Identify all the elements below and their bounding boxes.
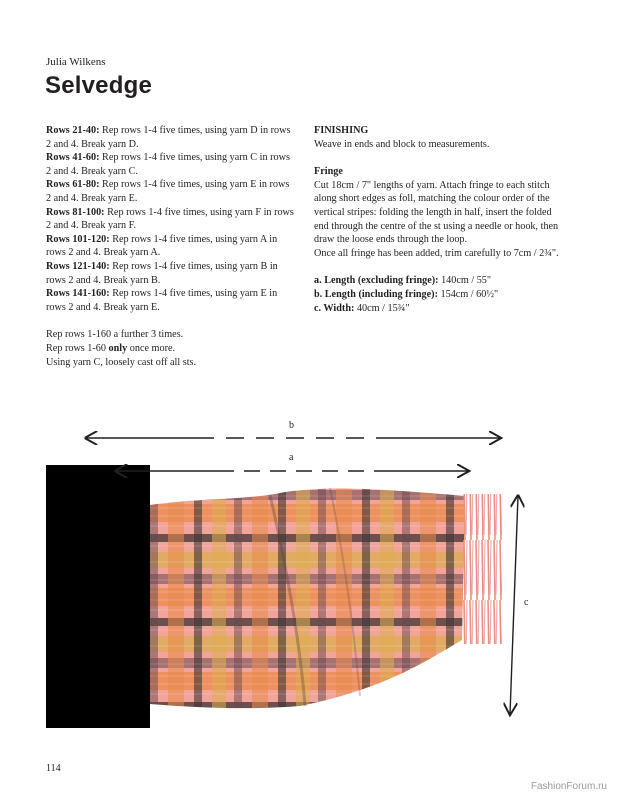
author-name: Julia Wilkens — [46, 56, 106, 68]
finishing-column — [314, 124, 562, 315]
row-text: Rep rows 1-4 five times, using yarn F in rows 2 and 4. Break yarn F. — [46, 206, 294, 232]
measurement-c — [314, 302, 562, 316]
row-instruction — [46, 206, 296, 233]
measurement-value: 154cm / 60½" — [437, 288, 499, 300]
fringe-heading: Fringe — [314, 166, 343, 178]
measurement-a — [314, 274, 562, 288]
scarf-fold — [270, 495, 305, 706]
row-text: Rep rows 1-4 five times, using yarn A in rows 2 and 4. Break yarn A. — [46, 233, 278, 259]
scarf-body — [150, 489, 465, 709]
row-text: Rep rows 1-4 five times, using yarn D in rows 2 and 4. Break yarn D. — [46, 125, 291, 150]
row-instruction — [46, 233, 296, 260]
dimension-b-label: b — [289, 420, 294, 431]
row-text: Rep rows 1-4 five times, using yarn C in rows 2 and 4. Break yarn C. — [46, 152, 290, 177]
scarf-fringe — [462, 494, 502, 644]
once-pre: Rep rows 1-60 — [46, 342, 109, 354]
page-number: 114 — [46, 763, 61, 774]
fringe-text: Cut 18cm / 7" lengths of yarn. Attach fringe to each stitch along short edges as foll, matching the colour order of the vertical stripes: folding the length in half, insert the folded end through the centre of the st using a needle or hook, then draw the loose ends through the loop. — [314, 179, 559, 246]
dimension-c-arrow — [510, 496, 518, 714]
row-instruction — [46, 260, 296, 287]
row-instruction — [46, 287, 296, 314]
row-text: Rep rows 1-4 five times, using yarn E in rows 2 and 4. Break yarn E. — [46, 179, 290, 204]
once-post: once more. — [127, 342, 176, 354]
row-label: Rows 141-160: — [46, 288, 110, 300]
measurement-b — [314, 288, 562, 302]
row-label: Rows 101-120: — [46, 233, 110, 245]
row-text: Rep rows 1-4 five times, using yarn B in rows 2 and 4. Break yarn B. — [46, 260, 278, 286]
watermark: FashionForum.ru — [530, 781, 607, 792]
row-instruction — [46, 124, 296, 151]
row-label: Rows 121-140: — [46, 260, 110, 272]
row-label: Rows 81-100: — [46, 206, 105, 218]
measurement-label: b. Length (including fringe): — [314, 288, 438, 300]
page-title: Selvedge — [45, 72, 152, 99]
cast-off-instruction: Using yarn C, loosely cast off all sts. — [46, 356, 197, 368]
trim-text: Once all fringe has been added, trim carefully to 7cm / 2¾". — [314, 247, 559, 259]
dimension-a-label: a — [289, 452, 294, 463]
row-instruction — [46, 151, 296, 178]
black-backdrop — [46, 465, 150, 728]
scarf-fold — [330, 488, 360, 696]
finishing-text: Weave in ends and block to measurements. — [314, 138, 490, 150]
pattern-rows-column — [46, 124, 296, 369]
row-instruction — [46, 178, 296, 205]
once-bold: only — [108, 342, 128, 354]
row-label: Rows 61-80: — [46, 179, 100, 191]
once-instruction — [46, 342, 296, 356]
repeat-instruction: Rep rows 1-160 a further 3 times. — [46, 329, 184, 341]
measurement-label: c. Width: — [314, 302, 355, 314]
measurement-label: a. Length (excluding fringe): — [314, 275, 439, 287]
measurement-value: 140cm / 55" — [438, 275, 492, 287]
finishing-heading: FINISHING — [314, 125, 369, 136]
row-label: Rows 21-40: — [46, 125, 100, 136]
row-label: Rows 41-60: — [46, 152, 100, 164]
row-text: Rep rows 1-4 five times, using yarn E in rows 2 and 4. Break yarn E. — [46, 288, 278, 313]
measurement-value: 40cm / 15¾" — [354, 302, 410, 314]
dimension-c-label: c — [524, 597, 529, 608]
